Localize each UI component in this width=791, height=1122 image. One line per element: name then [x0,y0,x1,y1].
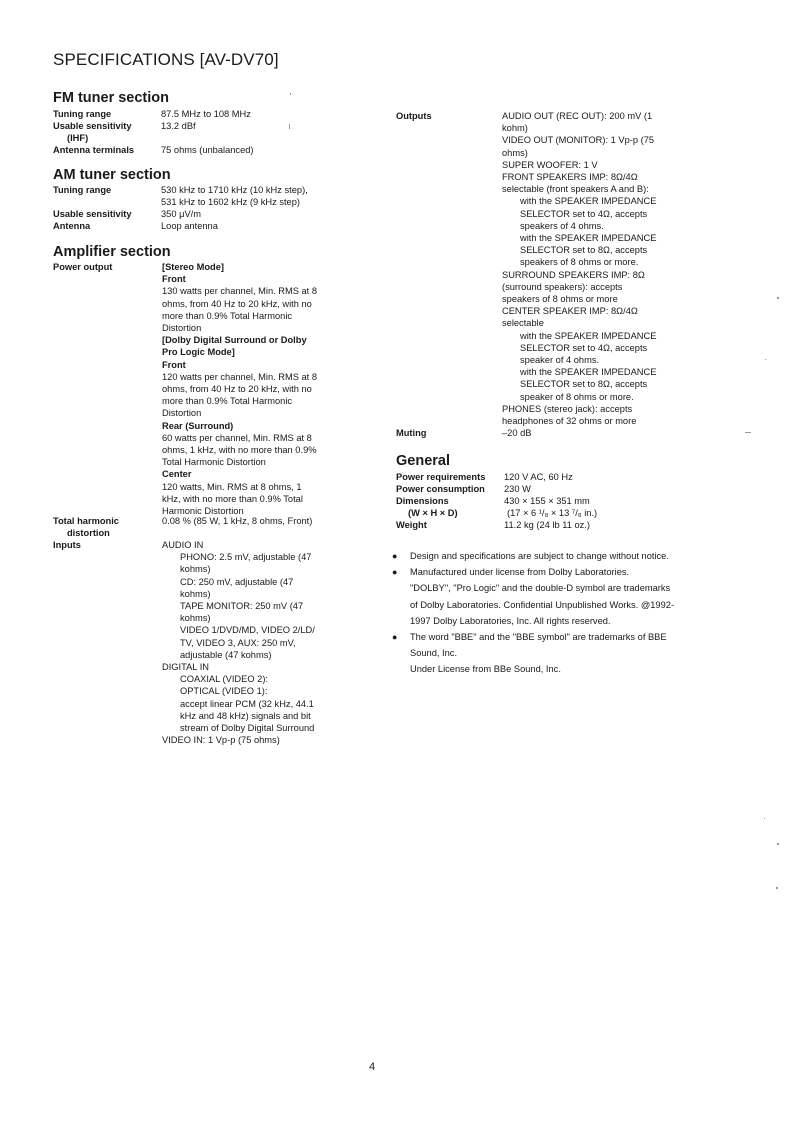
fm-tuning-range-label: Tuning range [53,109,112,119]
fm-usable-sensitivity-value: 13.2 dBf [161,121,196,131]
note-item: ● Design and specifications are subject to change without notice. [392,548,712,564]
am-usable-sensitivity-label: Usable sensitivity [53,209,132,219]
muting-value: –20 dB [502,428,532,438]
scan-speck [290,93,291,95]
thd-value: 0.08 % (85 W, 1 kHz, 8 ohms, Front) [162,516,313,526]
dimensions-label: Dimensions (W × H × D) [396,496,458,519]
fm-antenna-terminals-label: Antenna terminals [53,145,135,155]
am-antenna-label: Antenna [53,221,91,231]
power-consumption-label: Power consumption [396,484,485,494]
scan-speck [777,843,779,845]
am-tuning-range-label: Tuning range [53,185,112,195]
power-requirements-value: 120 V AC, 60 Hz [504,472,573,482]
fm-antenna-terminals-value: 75 ohms (unbalanced) [161,145,254,155]
am-tuning-range-value: 530 kHz to 1710 kHz (10 kHz step), 531 kHz to 1602 kHz (9 kHz step) [161,185,308,208]
muting-label: Muting [396,428,427,438]
weight-value: 11.2 kg (24 lb 11 oz.) [504,520,590,530]
scan-speck [776,887,778,889]
thd-label: Total harmonic distortion [53,516,119,539]
power-requirements-label: Power requirements [396,472,486,482]
general-heading: General [396,453,450,469]
amplifier-heading: Amplifier section [53,244,171,260]
power-consumption-value: 230 W [504,484,531,494]
scan-speck [764,818,765,819]
bullet-icon: ● [392,567,398,578]
page-title: SPECIFICATIONS [AV-DV70] [53,50,279,69]
am-usable-sensitivity-value: 350 μV/m [161,209,201,219]
am-antenna-value: Loop antenna [161,221,218,231]
power-output-value: [Stereo Mode] Front 130 watts per channel, Min. RMS at 8 ohms, from 40 Hz to 20 kHz, with no more than 0.9% Total Harmonic Distortion [Dolby Digital Surround or Dolby Pro Logic Mode] Front 120 watts per channel, Min. RMS at 8 ohms, from 40 Hz to 20 kHz, with no more than 0.9% Total Harmonic Distortion Rear (Surround) 60 watts per channel, Min. RMS at 8 ohms, 1 kHz, with no more than 0.9% Total Harmonic Distortion Center 120 watts, Min. RMS at 8 ohms, 1 kHz, with no more than 0.9% Total Harmonic Distortion [162,262,318,517]
note-item: ● The word "BBE" and the "BBE symbol" are trademarks of BBE Sound, Inc. Under License from BBe Sound, Inc. [392,629,712,678]
fm-usable-sensitivity-label: Usable sensitivity (IHF) [53,121,132,144]
page-number: 4 [369,1061,376,1073]
note-item: ● Manufactured under license from Dolby Laboratories. "DOLBY", "Pro Logic" and the double-D symbol are trademarks of Dolby Laboratories. Confidential Unpublished Works. @1992- 1997 Dolby Laboratories, Inc. All rights reserved. [392,564,712,629]
scan-speck [745,432,751,433]
fm-tuning-range-value: 87.5 MHz to 108 MHz [161,109,251,119]
inputs-value: AUDIO IN PHONO: 2.5 mV, adjustable (47 kohms) CD: 250 mV, adjustable (47 kohms) TAPE MONITOR: 250 mV (47 kohms) VIDEO 1/DVD/MD, VIDEO 2/LD/ TV, VIDEO 3, AUX: 250 mV, adjustable (47 kohms) DIGITAL IN COAXIAL (VIDEO 2): OPTICAL (VIDEO 1): accept linear PCM (32 kHz, 44.1 kHz and 48 kHz) signals and bit stream of Dolby Digital Surround VIDEO IN: 1 Vp-p (75 ohms) [162,540,315,746]
am-tuner-heading: AM tuner section [53,167,171,183]
scan-speck [289,124,290,129]
scan-speck [765,359,766,360]
bullet-icon: ● [392,551,398,561]
dimensions-value: 430 × 155 × 351 mm (17 × 6 ¹/₈ × 13 ⁷/₈ in.) [504,496,598,519]
outputs-value: AUDIO OUT (REC OUT): 200 mV (1 kohm) VIDEO OUT (MONITOR): 1 Vp-p (75 ohms) SUPER WOOFER: 1 V FRONT SPEAKERS IMP: 8Ω/4Ω selectable (front speakers A and B): with the SPEAKER IMPEDANCE SELECTOR set to 4Ω, accepts speakers of 4 ohms. with the SPEAKER IMPEDANCE SELECTOR set to 8Ω, accepts speakers of 8 ohms or more. SURROUND SPEAKERS IMP: 8Ω (surround speakers): accepts speakers of 8 ohms or more CENTER SPEAKER IMP: 8Ω/4Ω selectable with the SPEAKER IMPEDANCE SELECTOR set to 4Ω, accepts speaker of 4 ohms. with the SPEAKER IMPEDANCE SELECTOR set to 8Ω, accepts speaker of 8 ohms or more. PHONES (stereo jack): accepts headphones of 32 ohms or more [502,111,657,427]
weight-label: Weight [396,520,427,530]
power-output-label: Power output [53,262,113,272]
inputs-label: Inputs [53,540,81,550]
notes-list [392,548,712,678]
fm-tuner-heading: FM tuner section [53,90,170,106]
bullet-icon: ● [392,632,398,643]
outputs-label: Outputs [396,111,432,121]
scan-speck [777,297,779,299]
